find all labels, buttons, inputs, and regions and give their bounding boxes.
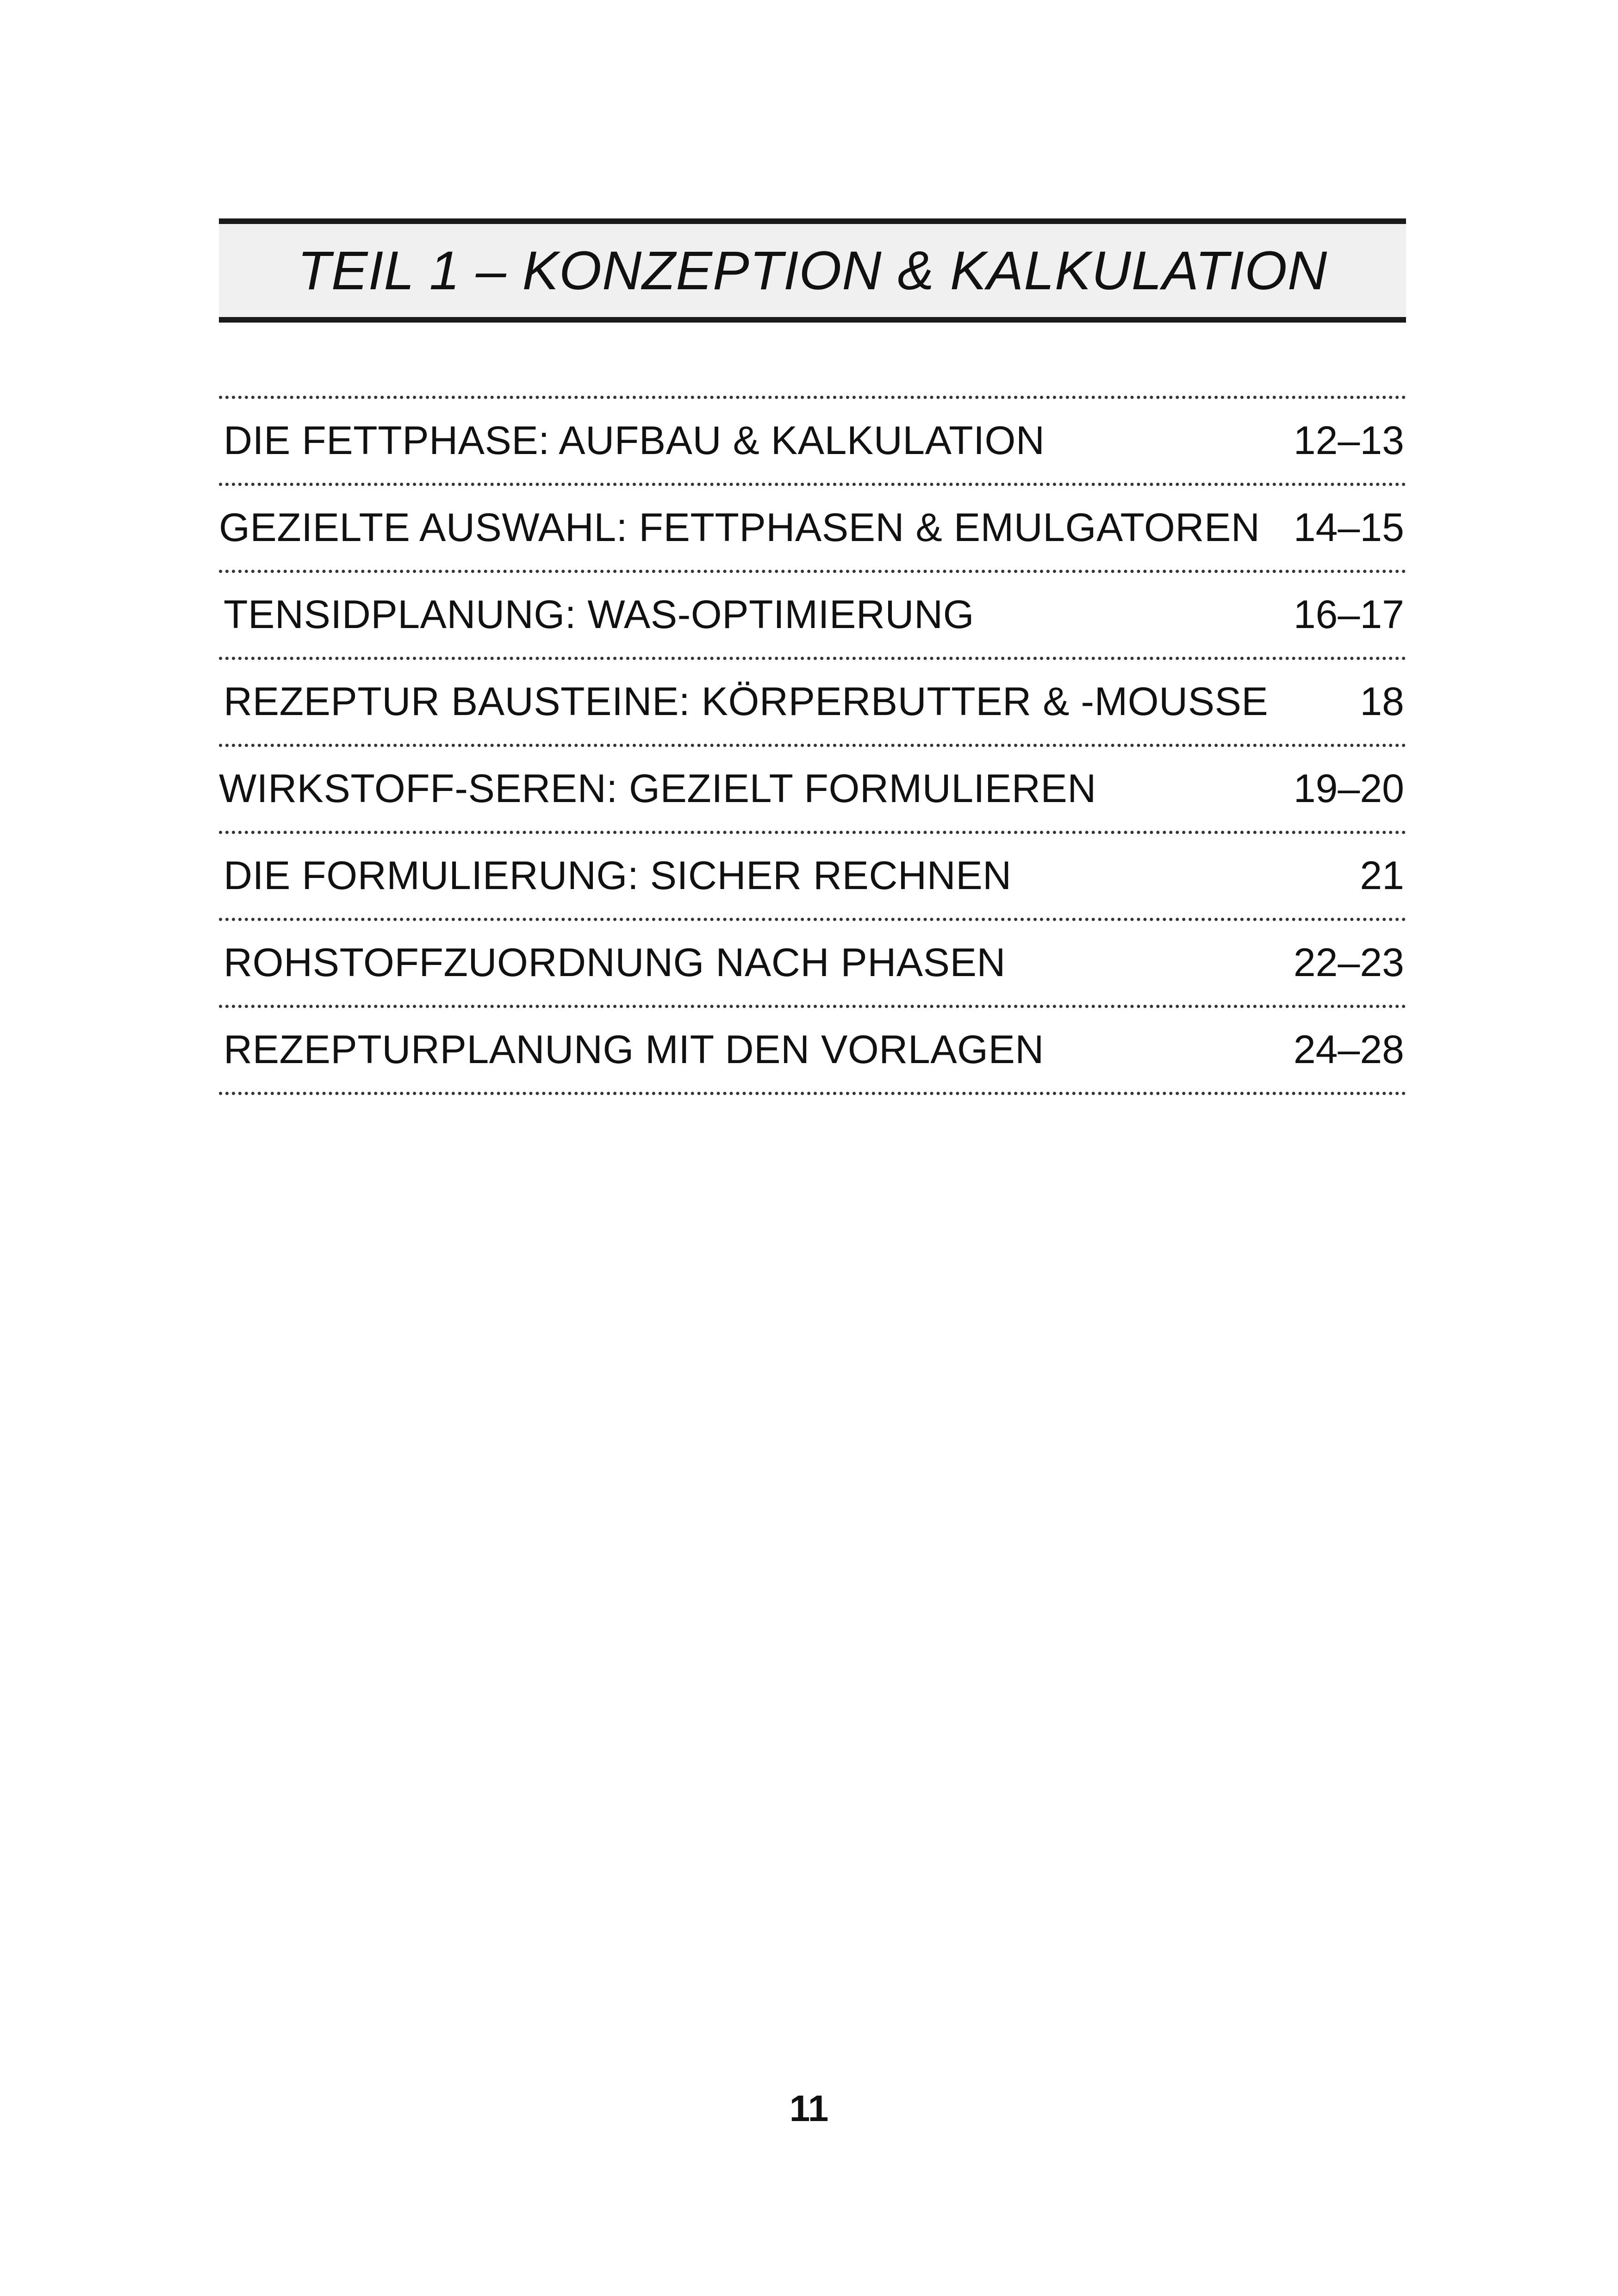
toc-entry	[219, 747, 1406, 834]
toc-entry-title: ROHSTOFFZUORDNUNG NACH PHASEN	[224, 940, 1006, 985]
toc-entry-pages: 14–15	[1293, 505, 1404, 550]
toc-entry	[219, 921, 1406, 1008]
toc-entry-title: DIE FETTPHASE: AUFBAU & KALKULATION	[224, 418, 1045, 463]
toc-entry	[219, 399, 1406, 486]
toc-entry	[219, 486, 1406, 573]
toc-entry-title: GEZIELTE AUSWAHL: FETTPHASEN & EMULGATOREN	[219, 505, 1260, 550]
toc-entry-pages: 16–17	[1293, 592, 1404, 637]
section-header	[219, 218, 1406, 323]
toc-entry-pages: 12–13	[1293, 418, 1404, 463]
toc-entry-title: DIE FORMULIERUNG: SICHER RECHNEN	[224, 853, 1012, 898]
toc-entry-pages: 19–20	[1293, 766, 1404, 811]
toc-entry-pages: 18	[1360, 679, 1404, 724]
toc-entry-title: REZEPTURPLANUNG MIT DEN VORLAGEN	[224, 1027, 1044, 1072]
toc-entry-title: TENSIDPLANUNG: WAS-OPTIMIERUNG	[224, 592, 975, 637]
toc-entry-pages: 24–28	[1293, 1027, 1404, 1072]
table-of-contents	[219, 396, 1406, 1095]
toc-entry-title: WIRKSTOFF-SEREN: GEZIELT FORMULIEREN	[219, 766, 1096, 811]
page-number: 11	[789, 2088, 829, 2129]
toc-entry-pages: 21	[1360, 853, 1404, 898]
toc-entry	[219, 834, 1406, 921]
toc-entry-pages: 22–23	[1293, 940, 1404, 985]
toc-entry	[219, 1008, 1406, 1095]
toc-entry	[219, 660, 1406, 747]
toc-entry-title: REZEPTUR BAUSTEINE: KÖRPERBUTTER & -MOUSSE	[224, 679, 1269, 724]
toc-entry	[219, 573, 1406, 660]
section-title: TEIL 1 – KONZEPTION & KALKULATION	[297, 240, 1328, 301]
